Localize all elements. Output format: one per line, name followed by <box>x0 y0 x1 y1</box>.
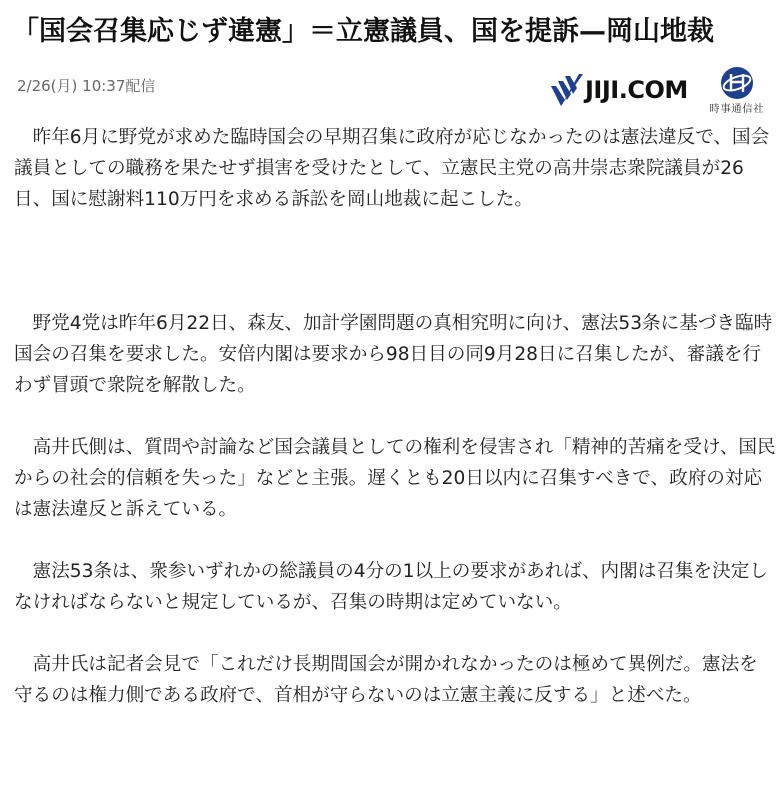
article-paragraph: 憲法53条は、衆参いずれかの総議員の4分の1以上の要求があれば、内閣は召集を決定しなければならないと規定しているが、召集の時期は定めていない。 <box>14 561 768 613</box>
article-paragraph: 昨年6月に野党が求めた臨時国会の早期召集に政府が応じなかったのは憲法違反で、国会議員としての職務を果たせず損害を受けたとして、立憲民主党の高井崇志衆院議員が26日、国に慰謝料110万円を求める訴訟を岡山地裁に起こした。 <box>14 127 770 210</box>
article-paragraph: 高井氏側は、質問や討論など国会議員としての権利を侵害され「精神的苦痛を受け、国民からの社会的信頼を失った」などと主張。遅くとも20日以内に召集すべきで、政府の対応は憲法違反と訴えている。 <box>14 437 776 520</box>
publish-date: 2/26(月) 10:37配信 <box>17 77 156 95</box>
jiji-press-emblem-icon <box>720 66 754 100</box>
article-body <box>14 122 776 711</box>
source-badge <box>706 66 768 118</box>
source-label: 時事通信社 <box>709 104 765 115</box>
source-logo-text: JIJI.COM <box>585 76 688 104</box>
article-paragraph: 高井氏は記者会見で「これだけ長期間国会が開かれなかったのは極めて異例だ。憲法を守るのは権力側である政府で、首相が守らないのは立憲主義に反する」と述べた。 <box>14 654 758 706</box>
article-meta <box>0 60 784 120</box>
article-headline: 「国会召集応じず違憲」＝立憲議員、国を提訴—岡山地裁 <box>12 16 714 47</box>
article-paragraph: 野党4党は昨年6月22日、森友、加計学園問題の真相究明に向け、憲法53条に基づき臨時国会の召集を要求した。安倍内閣は要求から98日目の同9月28日に召集したが、審議を行わず冒頭で衆院を解散した。 <box>14 313 773 396</box>
source-logo[interactable] <box>549 66 769 118</box>
jiji-chevron-mark-icon <box>549 72 585 108</box>
